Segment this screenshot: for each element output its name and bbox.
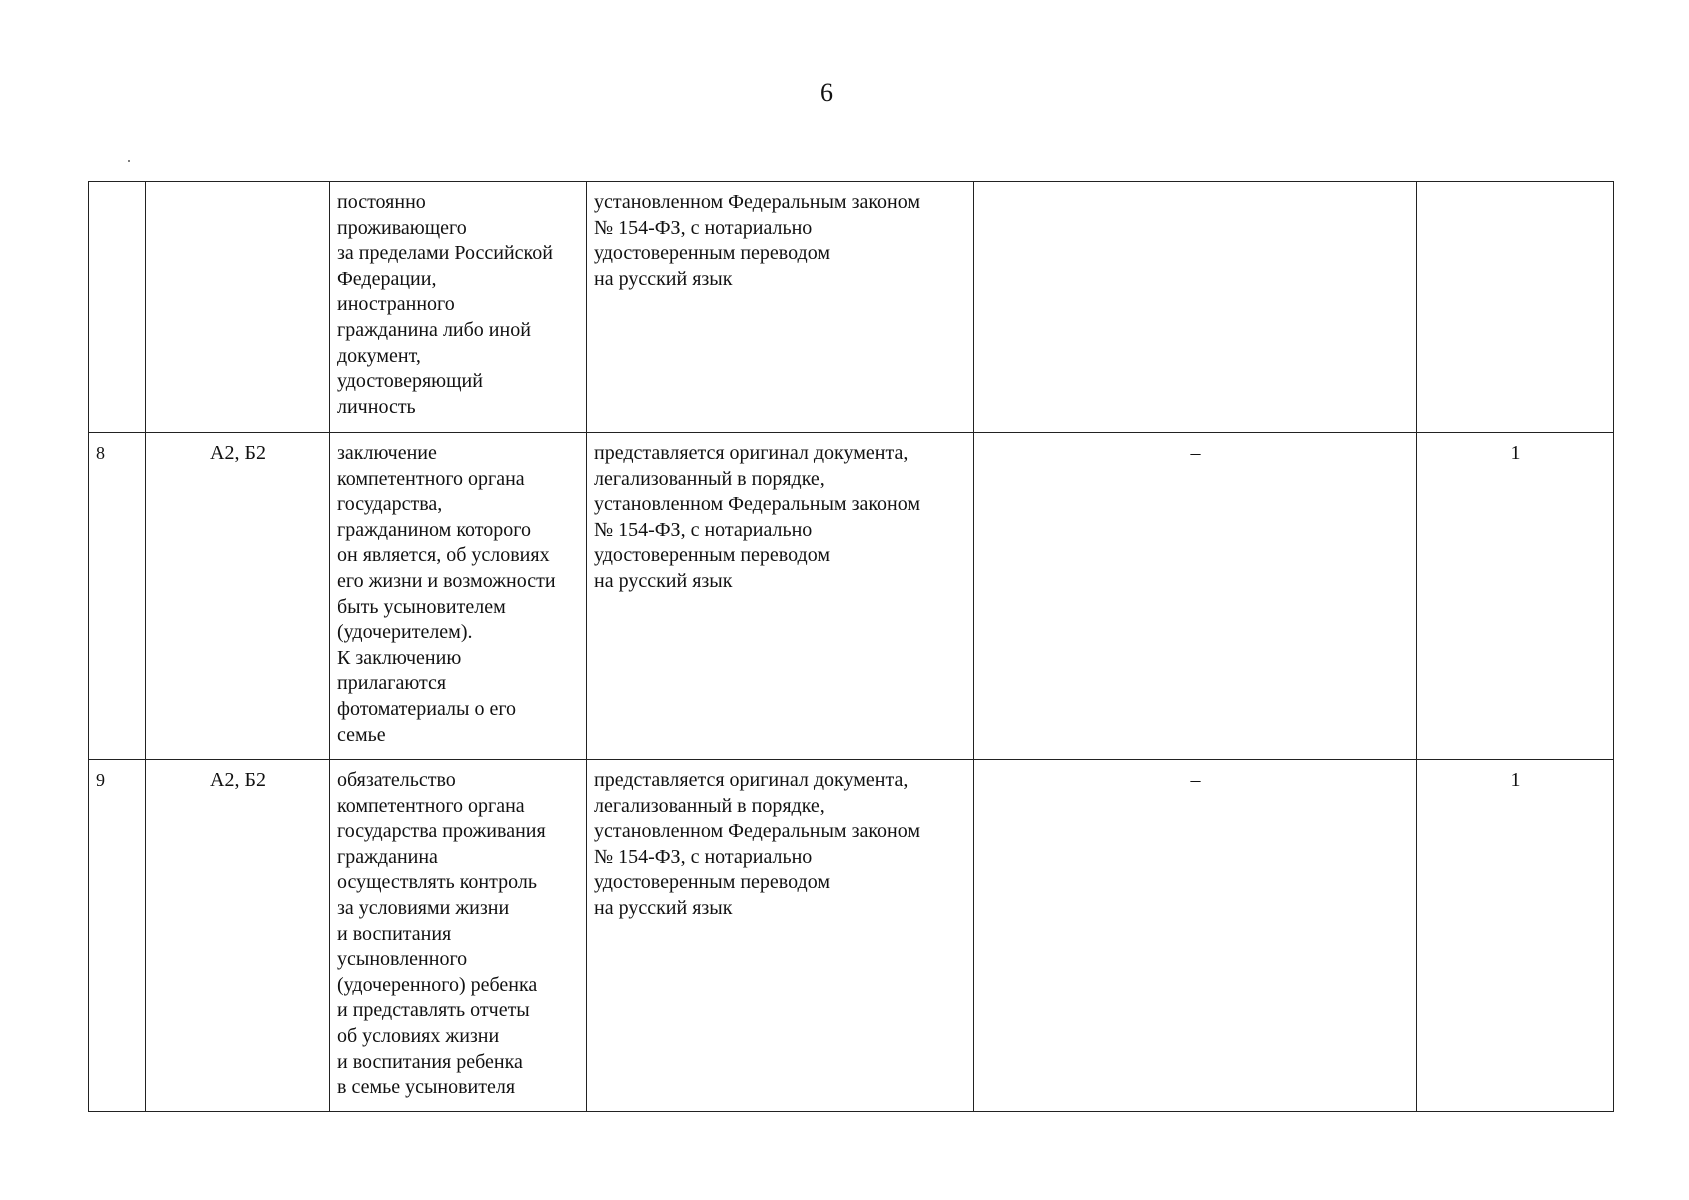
row-number-cell bbox=[89, 182, 146, 433]
table-row bbox=[89, 760, 1614, 1112]
document-cell: обязательство компетентного органа государства проживания гражданина осуществлять контроль за условиями жизни и воспитания усыновленного (удочеренного) ребенка и представлять отчеты об условиях жизни и воспитания ребенка в семье усыновителя bbox=[330, 760, 587, 1112]
column-5-cell bbox=[974, 182, 1417, 433]
table-row bbox=[89, 433, 1614, 760]
scan-speck bbox=[128, 160, 130, 162]
column-5-cell: – bbox=[974, 433, 1417, 760]
column-6-cell: 1 bbox=[1417, 760, 1614, 1112]
column-6-cell: 1 bbox=[1417, 433, 1614, 760]
code-cell bbox=[146, 182, 330, 433]
column-6-cell bbox=[1417, 182, 1614, 433]
document-cell: заключение компетентного органа государства, гражданином которого он является, об условиях его жизни и возможности быть усыновителем (удочерителем). К заключению прилагаются фотоматериалы о его семье bbox=[330, 433, 587, 760]
requirements-cell: представляется оригинал документа, легализованный в порядке, установленном Федеральным законом № 154-ФЗ, с нотариально удостоверенным переводом на русский язык bbox=[587, 760, 974, 1112]
column-5-cell: – bbox=[974, 760, 1417, 1112]
code-cell: А2, Б2 bbox=[146, 433, 330, 760]
code-cell: А2, Б2 bbox=[146, 760, 330, 1112]
page-number: 6 bbox=[820, 78, 833, 107]
requirements-cell: установленном Федеральным законом № 154-ФЗ, с нотариально удостоверенным переводом на русский язык bbox=[587, 182, 974, 433]
row-number-cell: 9 bbox=[89, 760, 146, 1112]
document-table bbox=[88, 181, 1614, 1112]
document-cell: постоянно проживающего за пределами Российской Федерации, иностранного гражданина либо иной документ, удостоверяющий личность bbox=[330, 182, 587, 433]
table-row bbox=[89, 182, 1614, 433]
row-number-cell: 8 bbox=[89, 433, 146, 760]
requirements-cell: представляется оригинал документа, легализованный в порядке, установленном Федеральным законом № 154-ФЗ, с нотариально удостоверенным переводом на русский язык bbox=[587, 433, 974, 760]
